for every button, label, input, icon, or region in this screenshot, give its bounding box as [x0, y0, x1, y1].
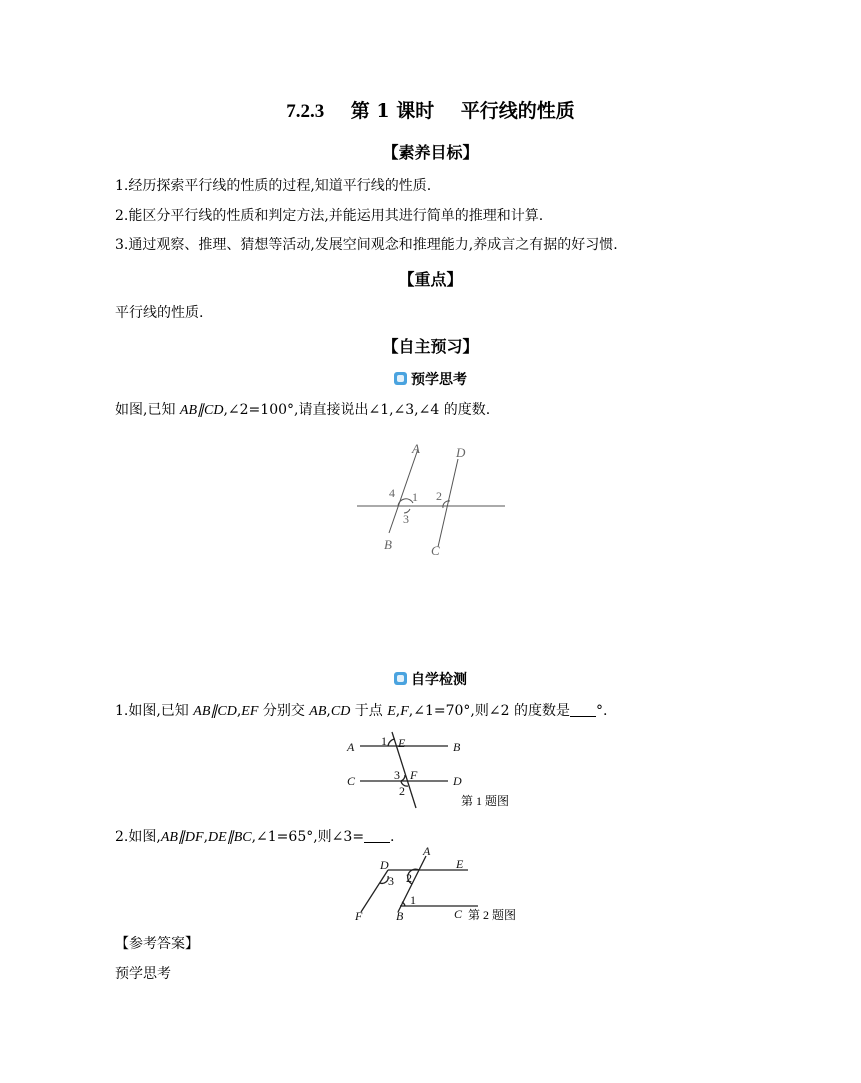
q2-part-f: .: [390, 829, 395, 845]
q2-part-c: ,: [203, 829, 209, 845]
q2-part-a: 2.如图,: [115, 829, 161, 845]
q2-part-e: ,∠1=65°,则∠3=: [251, 829, 365, 845]
figure-preview-diagram: [350, 435, 515, 560]
label-c: C: [347, 774, 356, 788]
angle-label-2: 2: [436, 489, 442, 503]
title-topic: 平行线的性质: [460, 100, 575, 122]
q2-part-b: AB∥DF: [160, 830, 204, 845]
preview-question-rest: ,∠2=100°,请直接说出∠1,∠3,∠4 的度数.: [223, 402, 491, 418]
check-badge: [0, 669, 861, 689]
label-b: B: [384, 537, 392, 552]
q1-part-f: AB: [309, 704, 327, 719]
q1-part-e: 分别交: [258, 703, 310, 719]
q1-part-g: ,: [326, 703, 331, 719]
q1-part-m: ,∠1=70°,则∠2 的度数是: [408, 703, 570, 719]
label-c: C: [454, 907, 463, 921]
preview-badge: [0, 369, 861, 389]
angle-label-1: 1: [412, 490, 418, 504]
label-c: C: [431, 543, 440, 558]
figure-question-1: [340, 728, 540, 812]
label-f: F: [410, 768, 418, 782]
q1-part-c: ,: [236, 703, 242, 719]
label-d: D: [453, 774, 462, 788]
figure-2-caption: 第 2 题图: [468, 908, 517, 922]
page-title: [0, 96, 861, 123]
q2-part-d: DE∥BC: [208, 830, 252, 845]
label-b: B: [453, 740, 461, 754]
goal-item-3: 3.通过观察、推理、猜想等活动,发展空间观念和推理能力,养成言之有据的好习惯.: [115, 237, 618, 253]
goal-item-2: 2.能区分平行线的性质和判定方法,并能运用其进行简单的推理和计算.: [115, 208, 544, 224]
question-1: [115, 700, 607, 720]
q1-part-n: °.: [595, 703, 608, 719]
angle-arc-2: [443, 501, 450, 508]
label-d: D: [380, 858, 389, 872]
q1-part-i: 于点: [350, 703, 388, 719]
section-goals-heading: 【素养目标】: [382, 143, 479, 162]
check-badge-label: 自学检测: [411, 672, 467, 688]
section-preview-heading: 【自主预习】: [382, 337, 479, 356]
q1-part-j: E: [387, 704, 396, 719]
preview-question: [115, 399, 490, 419]
checklist-icon: [394, 672, 407, 685]
label-e: E: [456, 857, 464, 871]
figure-question-2: [350, 842, 550, 926]
key-point-text: 平行线的性质.: [115, 305, 204, 321]
q1-part-d: EF: [241, 704, 259, 719]
preview-badge-label: 预学思考: [411, 372, 467, 388]
label-d: D: [456, 445, 466, 460]
book-icon: [394, 372, 407, 385]
angle-label-1: 1: [381, 734, 387, 748]
answer-first-line: 预学思考: [115, 966, 171, 982]
title-lesson: 第 1 课时: [350, 100, 435, 122]
angle-label-3: 3: [403, 512, 409, 526]
section-answers-heading: 【参考答案】: [115, 936, 199, 952]
angle-label-4: 4: [389, 486, 395, 500]
preview-question-prefix: 如图,已知: [115, 402, 180, 418]
label-a: A: [347, 740, 355, 754]
angle-label-2: 2: [399, 784, 405, 798]
line-cd: [438, 459, 458, 547]
q1-part-k: ,: [395, 703, 401, 719]
angle-arc-3: [401, 775, 405, 781]
angle-label-2: 2: [406, 871, 412, 885]
title-number: 7.2.3: [286, 101, 325, 122]
section-key-heading: 【重点】: [398, 270, 463, 289]
angle-label-3: 3: [394, 768, 400, 782]
goal-item-1: 1.经历探索平行线的性质的过程,知道平行线的性质.: [115, 178, 432, 194]
q1-part-b: AB∥CD: [193, 704, 237, 719]
figure-1-caption: 第 1 题图: [461, 794, 510, 808]
label-a: A: [412, 441, 420, 456]
q1-part-h: CD: [330, 704, 351, 719]
q1-part-a: 1.如图,已知: [115, 703, 194, 719]
answer-blank-1[interactable]: [570, 704, 596, 717]
angle-label-1: 1: [410, 893, 416, 907]
label-f: F: [355, 909, 363, 923]
label-a: A: [423, 844, 431, 858]
q1-part-l: F: [400, 704, 409, 719]
preview-question-parallel: AB∥CD: [179, 403, 224, 418]
angle-label-3: 3: [388, 874, 394, 888]
line-df: [361, 870, 388, 912]
label-e: E: [398, 736, 406, 750]
label-b: B: [396, 909, 404, 923]
